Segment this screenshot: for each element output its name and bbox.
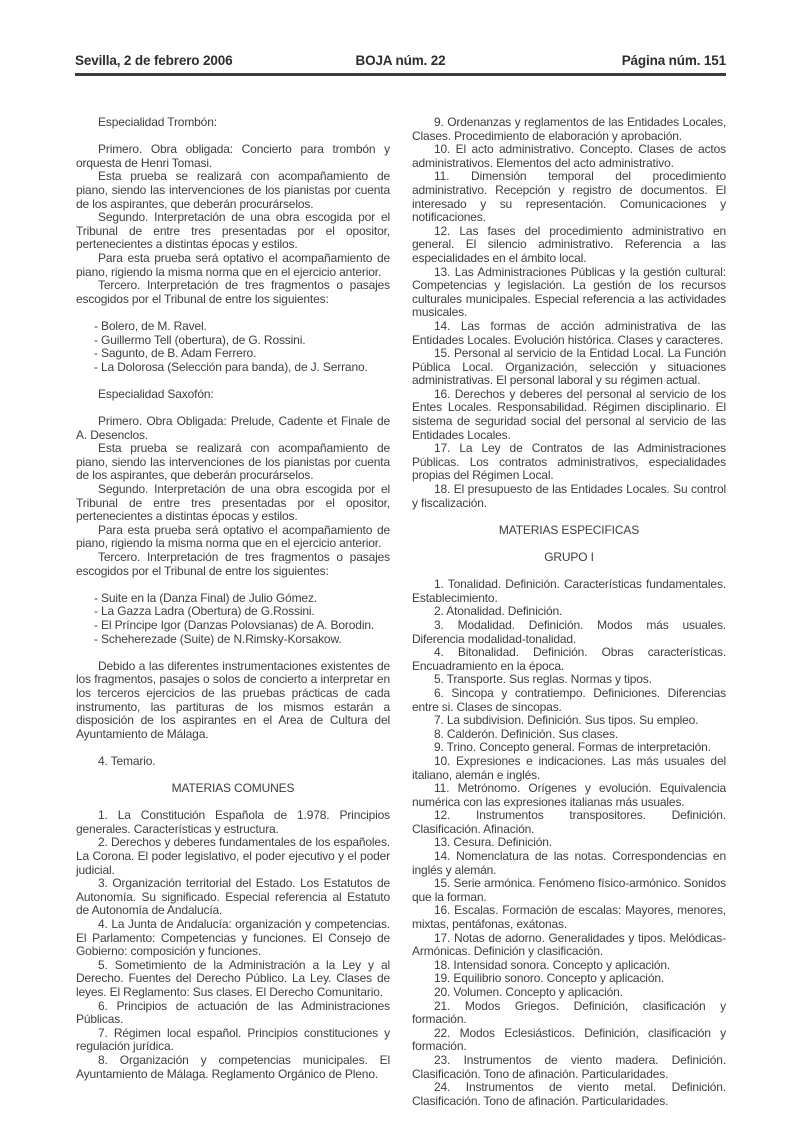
paragraph: 8. Calderón. Definición. Sus clases.: [434, 726, 619, 741]
paragraph: 3. Organización territorial del Estado. Los Estatutos de Autonomía. Su significado. Especial referencia al Estatuto de Autonomía de Andalucía.: [76, 876, 390, 918]
document-body: [76, 116, 726, 1108]
paragraph: 19. Equilibrio sonoro. Concepto y aplicación.: [434, 971, 665, 986]
paragraph: 6. Principios de actuación de las Administraciones Públicas.: [76, 998, 390, 1027]
paragraph: 17. La Ley de Contratos de las Administraciones Públicas. Los contratos administrativos, especialidades propias del Régimen Local.: [412, 441, 726, 483]
paragraph: 15. Serie armónica. Fenómeno físico-armónico. Sonidos que la forman.: [412, 876, 726, 904]
list-item: - Suite en la (Danza Final) de Julio Gómez.: [94, 590, 317, 605]
paragraph: 10. Expresiones e indicaciones. Las más usuales del italiano, alemán e inglés.: [412, 753, 726, 782]
paragraph: 11. Dimensión temporal del procedimiento administrativo. Recepción y registro de documentos. El interesado y su representación. Comunicaciones y notificaciones.: [412, 169, 726, 225]
list-item: - La Gazza Ladra (Obertura) de G.Rossini.: [94, 604, 315, 619]
paragraph: 3. Modalidad. Definición. Modos más usuales. Diferencia modalidad-tonalidad.: [412, 617, 726, 646]
spacer: [412, 565, 726, 579]
column-left: [76, 116, 390, 1108]
paragraph: 2. Derechos y deberes fundamentales de los españoles. La Corona. El poder legislativo, el poder ejecutivo y el poder judicial.: [76, 835, 390, 877]
paragraph: 14. Nomenclatura de las notas. Correspondencias en inglés y alemán.: [412, 849, 726, 877]
paragraph: 9. Trino. Concepto general. Formas de interpretación.: [434, 740, 711, 755]
section-heading: MATERIAS COMUNES: [171, 781, 295, 796]
page-header: [75, 53, 726, 76]
paragraph: 4. La Junta de Andalucía: organización y competencias. El Parlamento: Competencias y funciones. El Consejo de Gobierno: composición y funciones.: [76, 917, 390, 959]
paragraph: Especialidad Trombón:: [98, 115, 217, 129]
paragraph: 22. Modos Eclesiásticos. Definición, clasificación y formación.: [412, 1025, 726, 1054]
paragraph: 24. Instrumentos de viento metal. Definición. Clasificación. Tono de afinación. Particularidades.: [412, 1080, 726, 1108]
paragraph: 10. El acto administrativo. Concepto. Clases de actos administrativos. Elementos del acto administrativo.: [412, 142, 726, 170]
paragraph: 18. El presupuesto de las Entidades Locales. Su control y fiscalización.: [412, 482, 726, 510]
paragraph: Para esta prueba será optativo el acompañamiento de piano, rigiendo la misma norma que en el ejercicio anterior.: [76, 250, 390, 279]
spacer: [412, 537, 726, 551]
paragraph: 16. Derechos y deberes del personal al servicio de los Entes Locales. Responsabilidad. Régimen disciplinario. El sistema de seguridad social del personal al servicio de las Entidades Locales.: [412, 386, 726, 442]
spacer: [76, 401, 390, 415]
paragraph: Primero. Obra Obligada: Prelude, Cadente et Finale de A. Desenclos.: [76, 414, 390, 442]
spacer: [76, 578, 390, 592]
paragraph: 18. Intensidad sonora. Concepto y aplicación.: [434, 957, 671, 972]
paragraph: Primero. Obra obligada: Concierto para trombón y orquesta de Henri Tomasi.: [76, 142, 390, 170]
spacer: [76, 741, 390, 755]
paragraph: 11. Metrónomo. Orígenes y evolución. Equivalencia numérica con las expresiones italianas más usuales.: [412, 781, 726, 809]
paragraph: Especialidad Saxofón:: [98, 386, 214, 401]
spacer: [76, 306, 390, 320]
paragraph: 20. Volumen. Concepto y aplicación.: [434, 985, 623, 999]
paragraph: Tercero. Interpretación de tres fragmentos o pasajes escogidos por el Tribunal de entre los siguientes:: [76, 550, 390, 578]
paragraph: Para esta prueba será optativo el acompañamiento de piano, rigiendo la misma norma que en el ejercicio anterior.: [76, 522, 390, 551]
paragraph: 12. Instrumentos transpositores. Definición. Clasificación. Afinación.: [412, 808, 726, 836]
paragraph: Segundo. Interpretación de una obra escogida por el Tribunal de entre tres presentadas por el opositor, pertenecientes a distintas épocas y estilos.: [76, 482, 390, 524]
list-item: - La Dolorosa (Selección para banda), de J. Serrano.: [94, 359, 368, 374]
section-heading: GRUPO I: [544, 550, 594, 564]
paragraph: 5. Transporte. Sus reglas. Normas y tipos.: [434, 672, 652, 687]
paragraph: 7. La subdivision. Definición. Sus tipos. Su empleo.: [434, 713, 699, 728]
paragraph: 1. Tonalidad. Definición. Características fundamentales. Establecimiento.: [412, 577, 726, 605]
paragraph: 16. Escalas. Formación de escalas: Mayores, menores, mixtas, pentáfonas, exátonas.: [412, 903, 726, 932]
column-right: [412, 116, 726, 1108]
list-item: - Sagunto, de B. Adam Ferrero.: [94, 346, 257, 361]
section-heading: MATERIAS ESPECIFICAS: [498, 522, 640, 537]
header-page-number: Página núm. 151: [621, 53, 726, 68]
paragraph: 4. Bitonalidad. Definición. Obras características. Encuadramiento en la época.: [412, 645, 726, 673]
spacer: [76, 796, 390, 810]
paragraph: Esta prueba se realizará con acompañamiento de piano, siendo las intervenciones de los pianistas por cuenta de los aspirantes, que deberán procurárselos.: [76, 169, 390, 211]
paragraph: 1. La Constitución Española de 1.978. Principios generales. Características y estructura.: [76, 808, 390, 836]
paragraph: 5. Sometimiento de la Administración a la Ley y al Derecho. Fuentes del Derecho Público. La Ley. Clases de leyes. El Reglamento: Sus clases. El Derecho Comunitario.: [76, 957, 390, 999]
paragraph: 21. Modos Griegos. Definición, clasificación y formación.: [412, 998, 726, 1027]
spacer: [76, 769, 390, 783]
paragraph: Tercero. Interpretación de tres fragmentos o pasajes escogidos por el Tribunal de entre los siguientes:: [76, 278, 390, 306]
paragraph: 8. Organización y competencias municipales. El Ayuntamiento de Málaga. Reglamento Orgánico de Pleno.: [76, 1052, 390, 1081]
paragraph: Esta prueba se realizará con acompañamiento de piano, siendo las intervenciones de los pianistas por cuenta de los aspirantes, que deberán procurárselos.: [76, 441, 390, 483]
spacer: [412, 510, 726, 524]
spacer: [76, 646, 390, 660]
paragraph: 2. Atonalidad. Definición.: [434, 604, 563, 619]
list-item: - Scheherezade (Suite) de N.Rimsky-Korsakow.: [94, 631, 342, 646]
spacer: [76, 130, 390, 144]
paragraph: 6. Sincopa y contratiempo. Definiciones. Diferencias entre si. Clases de síncopas.: [412, 685, 726, 714]
paragraph: 12. Las fases del procedimiento administrativo en general. El silencio administrativo. Referencia a las especialidades en el ámbito local.: [412, 223, 726, 265]
header-issue: BOJA núm. 22: [355, 53, 446, 68]
paragraph: Segundo. Interpretación de una obra escogida por el Tribunal de entre tres presentadas por el opositor, pertenecientes a distintas épocas y estilos.: [76, 210, 390, 252]
list-item: - El Príncipe Igor (Danzas Polovsianas) de A. Borodin.: [94, 617, 375, 632]
paragraph: 13. Las Administraciones Públicas y la gestión cultural: Competencias y legislación. La gestión de los recursos culturales municipales. Especial referencia a las actividades musicales.: [412, 264, 726, 320]
paragraph: Debido a las diferentes instrumentaciones existentes de los fragmentos, pasajes o solos de concierto a interpretar en los terceros ejercicios de las pruebas prácticas de cada instrumento, las partituras de los mismos estarán a disposición de los aspirantes en el Area de Cultura del Ayuntamiento de Málaga.: [76, 658, 390, 741]
paragraph: 13. Cesura. Definición.: [434, 835, 552, 850]
paragraph: 14. Las formas de acción administrativa de las Entidades Locales. Evolución histórica. Clases y caracteres.: [412, 318, 726, 347]
list-item: - Guillermo Tell (obertura), de G. Rossini.: [94, 332, 306, 347]
paragraph: 15. Personal al servicio de la Entidad Local. La Función Pública Local. Organización, selección y situaciones administrativas. El personal laboral y su régimen actual.: [412, 346, 726, 388]
paragraph: 17. Notas de adorno. Generalidades y tipos. Melódicas-Armónicas. Definición y clasificación.: [412, 930, 726, 959]
paragraph: 4. Temario.: [98, 753, 156, 768]
paragraph: 9. Ordenanzas y reglamentos de las Entidades Locales, Clases. Procedimiento de elaboración y aprobación.: [412, 115, 726, 143]
spacer: [76, 374, 390, 388]
header-date: Sevilla, 2 de febrero 2006: [75, 53, 233, 68]
paragraph: 7. Régimen local español. Principios constituciones y regulación jurídica.: [76, 1025, 390, 1054]
list-item: - Bolero, de M. Ravel.: [94, 318, 207, 333]
paragraph: 23. Instrumentos de viento madera. Definición. Clasificación. Tono de afinación. Particularidades.: [412, 1052, 726, 1081]
